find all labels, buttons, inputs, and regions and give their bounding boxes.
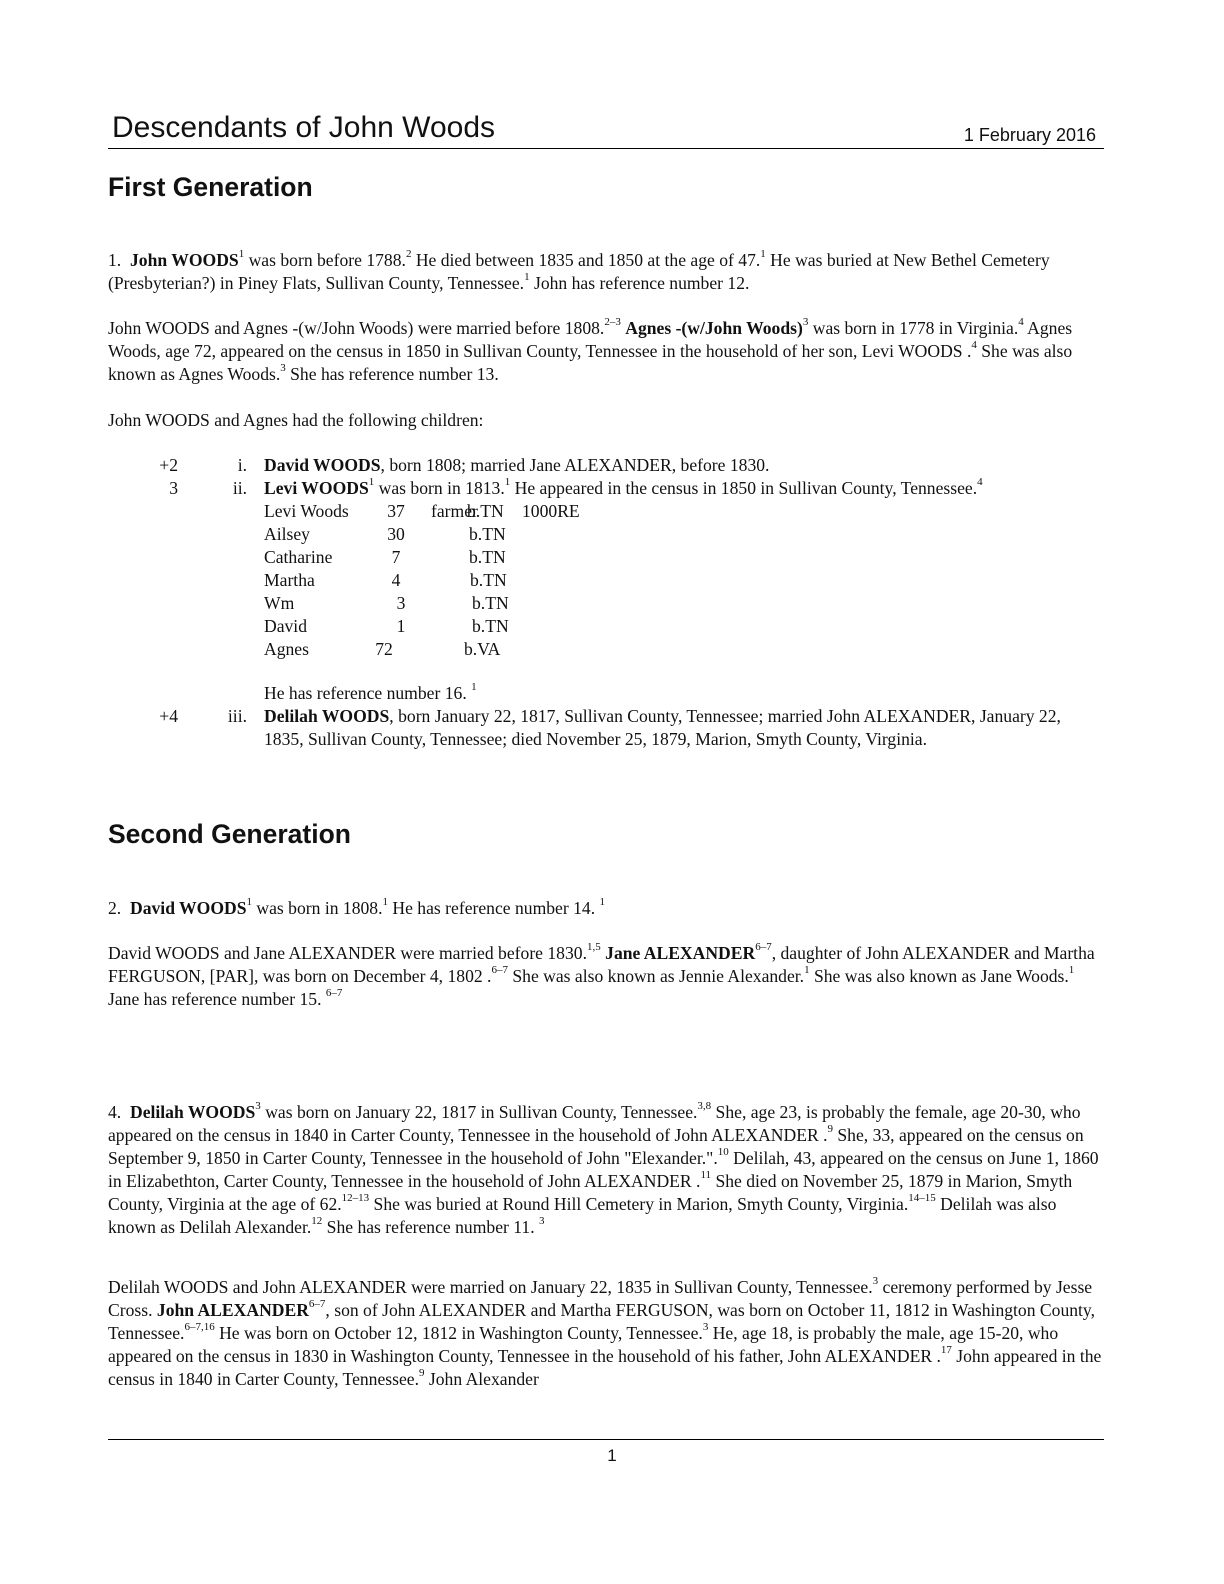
- child-marker: 3: [169, 478, 178, 498]
- child-entry-delilah: +4 iii. Delilah WOODS, born January 22, 1817, Sullivan County, Tennessee; married John ALEXANDER, January 22, 1835, Sullivan County, Tennessee; died November 25, 1879, Marion, Smyth County, Virginia.: [0, 705, 1224, 774]
- entry-delilah-woods: 4. Delilah WOODS$^3$ was born on January 22, 1817 in Sullivan County, Tennessee.$^{3,8}$ She, age 23, is probably the female, age 20-30, who appeared on the census in 1840 in Carter County, Tennessee in the household of John ALEXANDER .$^9$ She, 33, appeared on the census on September 9, 1850 in Carter County, Tennessee in the household of John "Elexander.".$^{10}$ Delilah, 43, appeared on the census on June 1, 1860 in Elizabethton, Carter County, Tennessee in the household of John ALEXANDER .$^{11}$ She died on November 25, 1879 in Marion, Smyth County, Virginia at the age of 62.$^{12-13}$ She was buried at Round Hill Cemetery in Marion, Smyth County, Virginia.$^{14-15}$ Delilah was also known as Delilah Alexander.$^{12}$ She has reference number 11. $^3$: [108, 1099, 1099, 1237]
- child-roman: ii.: [232, 478, 247, 498]
- entry-number: 4.: [108, 1102, 122, 1122]
- census-row: Levi Woods 37 farmer b.TN 1000RE: [264, 501, 580, 521]
- section-heading-second-generation: Second Generation: [108, 819, 351, 849]
- marriage-john-agnes: John WOODS and Agnes -(w/John Woods) were married before 1808.$^{2-3}$ Agnes -(w/John Woods)$^3$ was born in 1778 in Virginia.$^4$ Agnes Woods, age 72, appeared on the census in 1850 in Sullivan County, Tennessee in the household of her son, Levi WOODS .$^4$ She was also known as Agnes Woods.$^3$ She has reference number 13.: [108, 315, 1073, 384]
- person-name: Delilah WOODS: [130, 1102, 256, 1122]
- child-name: Delilah WOODS: [264, 706, 390, 726]
- census-table: [264, 500, 594, 661]
- census-row: Wm 3 b.TN: [264, 593, 509, 613]
- footer-divider: [108, 1439, 1104, 1440]
- marriage-delilah-john: Delilah WOODS and John ALEXANDER were married on January 22, 1835 in Sullivan County, Tennessee.$^3$ ceremony performed by Jesse Cross. John ALEXANDER$^{6-7}$, son of John ALEXANDER and Martha FERGUSON, was born on October 11, 1812 in Washington County, Tennessee.$^{6-7,16}$ He was born on October 12, 1812 in Washington County, Tennessee.$^3$ He, age 18, is probably the male, age 15-20, who appeared on the census in 1830 in Washington County, Tennessee in the household of his father, John ALEXANDER .$^{17}$ John appeared in the census in 1840 in Carter County, Tennessee.$^9$ John Alexander: [108, 1274, 1102, 1389]
- section-heading-first-generation: First Generation: [108, 172, 313, 202]
- spouse-name: John ALEXANDER: [156, 1300, 309, 1320]
- document-date: 1 February 2016: [963, 125, 1096, 145]
- child-marker: +2: [159, 455, 178, 475]
- page-header: [108, 108, 1104, 149]
- spouse-name: Jane ALEXANDER: [605, 943, 756, 963]
- children-intro: John WOODS and Agnes had the following children:: [108, 410, 484, 430]
- person-name: David WOODS: [130, 898, 247, 918]
- entry-number: 1.: [108, 250, 122, 270]
- child-name: Levi WOODS: [264, 478, 369, 498]
- child-roman: iii.: [227, 706, 247, 726]
- census-row: David 1 b.TN: [264, 616, 509, 636]
- person-name: John WOODS: [130, 250, 239, 270]
- census-row: Martha 4 b.TN: [264, 570, 507, 590]
- document-title: Descendants of John Woods: [112, 111, 496, 144]
- entry-john-woods: 1. John WOODS$^1$ was born before 1788.$^2$ He died between 1835 and 1850 at the age of 47.$^1$ He was buried at New Bethel Cemetery (Presbyterian?) in Piney Flats, Sullivan County, Tennessee.$^1$ John has reference number 12.: [108, 247, 1050, 293]
- child-entry-david: +2 i. David WOODS, born 1808; married Jane ALEXANDER, before 1830.: [0, 454, 1224, 477]
- spouse-name: Agnes -(w/John Woods): [625, 318, 803, 338]
- child-name: David WOODS: [264, 455, 381, 475]
- entry-number: 2.: [108, 898, 122, 918]
- marriage-david-jane: David WOODS and Jane ALEXANDER were married before 1830.$^{1,5}$ Jane ALEXANDER$^{6-7}$, daughter of John ALEXANDER and Martha FERGUSON, [PAR], was born on December 4, 1802 .$^{6-7}$ She was also known as Jennie Alexander.$^1$ She was also known as Jane Woods.$^1$ Jane has reference number 15. $^{6-7}$: [108, 940, 1095, 1009]
- page-number: 1: [607, 1446, 617, 1465]
- census-row: Ailsey 30 b.TN: [264, 524, 506, 544]
- census-row: Catharine 7 b.TN: [264, 547, 506, 567]
- child-entry-levi: 3 ii. Levi WOODS$^1$ was born in 1813.$^1$ He appeared in the census in 1850 in Sullivan County, Tennessee.$^4$: [0, 477, 1224, 500]
- levi-reference: He has reference number 16. $^1$: [264, 680, 477, 703]
- child-marker: +4: [159, 706, 178, 726]
- census-row: Agnes 72 b.VA: [264, 639, 501, 659]
- child-roman: i.: [237, 455, 247, 475]
- entry-david-woods: 2. David WOODS$^1$ was born in 1808.$^1$ He has reference number 14. $^1$: [108, 895, 606, 918]
